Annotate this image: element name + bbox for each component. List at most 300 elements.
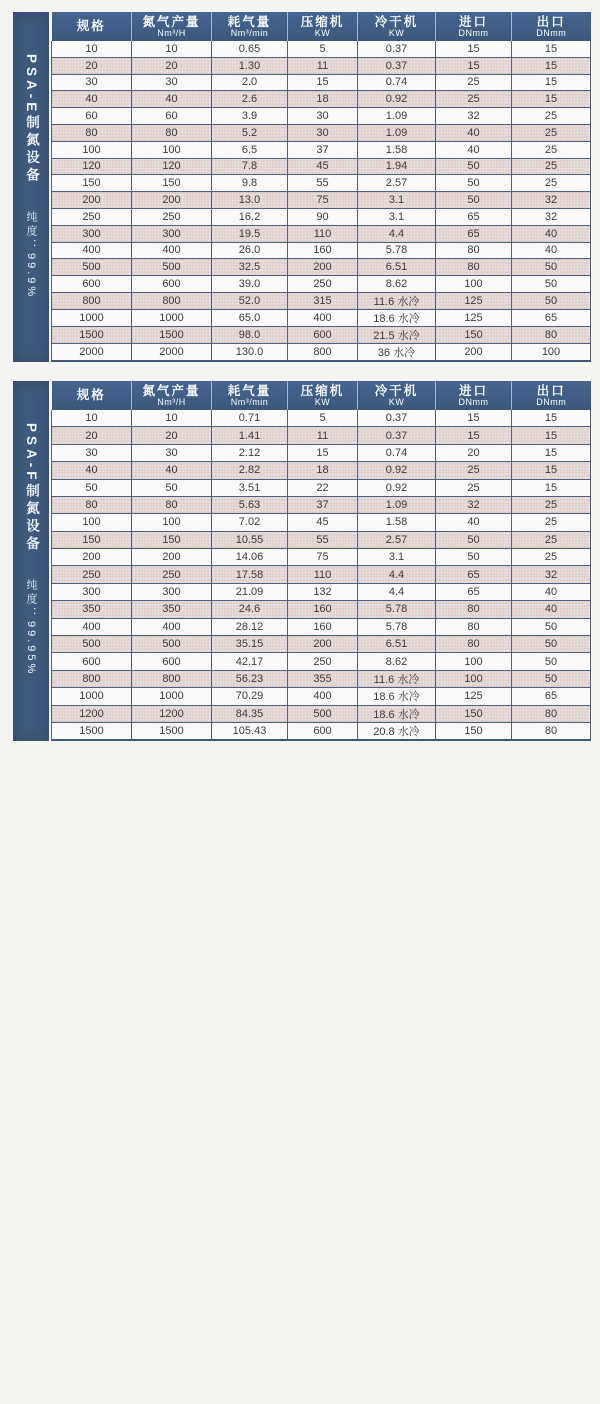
table-cell: 98.0: [212, 326, 288, 343]
table-cell: 600: [288, 722, 358, 740]
table-cell: 0.74: [358, 74, 436, 91]
table-cell: 40: [512, 225, 591, 242]
table-cell: 0.92: [358, 91, 436, 108]
table-cell: 3.51: [212, 479, 288, 496]
table-cell: 45: [288, 158, 358, 175]
table-cell: 11: [288, 57, 358, 74]
table-cell: 5: [288, 41, 358, 57]
table-cell: 80: [436, 242, 512, 259]
table-cell: 100: [132, 141, 212, 158]
table-cell: 15: [512, 41, 591, 57]
table-cell: 16.2: [212, 208, 288, 225]
table-cell: 28.12: [212, 618, 288, 635]
table-cell: 50: [436, 192, 512, 209]
table-cell: 3.1: [358, 192, 436, 209]
table-cell: 0.37: [358, 427, 436, 444]
table-cell: 80: [512, 326, 591, 343]
table-cell: 20: [52, 427, 132, 444]
column-header: 氮气产量 Nm³/H: [132, 12, 212, 41]
table-cell: 500: [52, 259, 132, 276]
table-cell: 5.2: [212, 124, 288, 141]
table-cell: 100: [512, 343, 591, 361]
table-cell: 32: [436, 108, 512, 125]
table-cell: 70.29: [212, 688, 288, 705]
table-cell: 9.8: [212, 175, 288, 192]
table-row: [52, 636, 591, 653]
table-cell: 1.30: [212, 57, 288, 74]
table-cell: 14.06: [212, 549, 288, 566]
table-cell: 160: [288, 618, 358, 635]
spec-grid-wrap: [51, 12, 591, 362]
table-cell: 400: [288, 309, 358, 326]
table-cell: 250: [132, 566, 212, 583]
column-header: 出口 DNmm: [512, 12, 591, 41]
table-cell: 350: [52, 601, 132, 618]
table-cell: 250: [52, 208, 132, 225]
table-cell: 200: [132, 549, 212, 566]
table-row: [52, 225, 591, 242]
table-row: [52, 444, 591, 461]
table-cell: 2000: [132, 343, 212, 361]
table-cell: 40: [512, 242, 591, 259]
table-cell: 100: [132, 514, 212, 531]
table-cell: 150: [436, 705, 512, 722]
table-row: [52, 175, 591, 192]
table-cell: 15: [512, 462, 591, 479]
table-cell: 100: [52, 514, 132, 531]
table-cell: 1.41: [212, 427, 288, 444]
table-cell: 110: [288, 566, 358, 583]
table-row: [52, 618, 591, 635]
table-cell: 200: [52, 549, 132, 566]
table-cell: 15: [512, 57, 591, 74]
table-cell: 20.8 水冷: [358, 722, 436, 740]
table-cell: 65: [436, 225, 512, 242]
table-cell: 40: [132, 462, 212, 479]
table-cell: 80: [512, 705, 591, 722]
table-cell: 32: [512, 208, 591, 225]
table-cell: 2.6: [212, 91, 288, 108]
table-cell: 600: [132, 653, 212, 670]
table-cell: 42.17: [212, 653, 288, 670]
table-cell: 40: [52, 462, 132, 479]
table-cell: 1.09: [358, 124, 436, 141]
table-cell: 80: [436, 618, 512, 635]
table-cell: 5.78: [358, 601, 436, 618]
table-row: [52, 479, 591, 496]
table-cell: 25: [512, 108, 591, 125]
sidebar-purity: 纯度：99.9%: [25, 211, 37, 300]
table-cell: 200: [288, 259, 358, 276]
table-row: [52, 549, 591, 566]
table-cell: 200: [288, 636, 358, 653]
table-cell: 300: [52, 225, 132, 242]
table-row: [52, 309, 591, 326]
table-cell: 15: [288, 444, 358, 461]
column-header: 冷干机 KW: [358, 381, 436, 410]
table-cell: 1000: [132, 688, 212, 705]
table-row: [52, 326, 591, 343]
table-cell: 40: [512, 583, 591, 600]
table-cell: 150: [436, 722, 512, 740]
spec-table: [51, 12, 591, 362]
table-cell: 500: [52, 636, 132, 653]
table-cell: 18.6 水冷: [358, 309, 436, 326]
table-cell: 25: [512, 514, 591, 531]
table-cell: 7.8: [212, 158, 288, 175]
table-cell: 400: [52, 242, 132, 259]
table-cell: 4.4: [358, 583, 436, 600]
table-cell: 50: [512, 670, 591, 687]
table-row: [52, 688, 591, 705]
table-cell: 18.6 水冷: [358, 705, 436, 722]
table-cell: 65.0: [212, 309, 288, 326]
table-cell: 800: [52, 670, 132, 687]
table-cell: 1500: [52, 722, 132, 740]
table-cell: 25: [512, 124, 591, 141]
table-cell: 55: [288, 531, 358, 548]
table-cell: 75: [288, 549, 358, 566]
table-cell: 40: [436, 141, 512, 158]
table-row: [52, 259, 591, 276]
table-cell: 120: [132, 158, 212, 175]
table-cell: 52.0: [212, 292, 288, 309]
table-row: [52, 242, 591, 259]
table-row: [52, 74, 591, 91]
table-cell: 1.94: [358, 158, 436, 175]
table-cell: 6.51: [358, 259, 436, 276]
table-cell: 150: [132, 175, 212, 192]
table-cell: 15: [436, 410, 512, 427]
table-cell: 25: [512, 175, 591, 192]
table-cell: 65: [436, 583, 512, 600]
table-cell: 110: [288, 225, 358, 242]
table-row: [52, 566, 591, 583]
table-cell: 11.6 水冷: [358, 670, 436, 687]
table-cell: 20: [52, 57, 132, 74]
table-cell: 1.58: [358, 141, 436, 158]
table-cell: 30: [288, 108, 358, 125]
table-cell: 0.37: [358, 410, 436, 427]
table-cell: 39.0: [212, 276, 288, 293]
table-cell: 80: [436, 601, 512, 618]
table-cell: 10: [52, 41, 132, 57]
table-cell: 18: [288, 91, 358, 108]
table-cell: 150: [436, 326, 512, 343]
table-cell: 37: [288, 496, 358, 513]
table-cell: 100: [52, 141, 132, 158]
column-header: 压缩机 KW: [288, 12, 358, 41]
table-cell: 2.82: [212, 462, 288, 479]
table-cell: 0.71: [212, 410, 288, 427]
spec-grid-wrap: [51, 381, 591, 741]
spec-table-block-psa-f: [13, 362, 590, 741]
table-cell: 50: [52, 479, 132, 496]
table-cell: 75: [288, 192, 358, 209]
table-cell: 200: [436, 343, 512, 361]
table-row: [52, 292, 591, 309]
table-header: [52, 12, 591, 41]
table-cell: 36 水冷: [358, 343, 436, 361]
column-header: 进口 DNmm: [436, 381, 512, 410]
table-cell: 5: [288, 410, 358, 427]
table-cell: 60: [132, 108, 212, 125]
table-cell: 25: [512, 496, 591, 513]
table-cell: 0.37: [358, 57, 436, 74]
table-cell: 6.51: [358, 636, 436, 653]
table-cell: 25: [436, 479, 512, 496]
table-row: [52, 108, 591, 125]
table-cell: 1500: [132, 326, 212, 343]
table-cell: 105.43: [212, 722, 288, 740]
table-cell: 2000: [52, 343, 132, 361]
table-cell: 55: [288, 175, 358, 192]
table-cell: 50: [512, 618, 591, 635]
table-cell: 0.65: [212, 41, 288, 57]
column-header: 规格: [52, 12, 132, 41]
table-row: [52, 124, 591, 141]
table-cell: 400: [52, 618, 132, 635]
table-cell: 8.62: [358, 653, 436, 670]
table-cell: 1.09: [358, 496, 436, 513]
table-row: [52, 496, 591, 513]
table-cell: 125: [436, 688, 512, 705]
table-cell: 15: [512, 427, 591, 444]
table-cell: 11: [288, 427, 358, 444]
table-row: [52, 462, 591, 479]
table-row: [52, 276, 591, 293]
table-cell: 32: [512, 192, 591, 209]
table-cell: 500: [132, 636, 212, 653]
table-cell: 4.4: [358, 566, 436, 583]
table-cell: 300: [52, 583, 132, 600]
table-cell: 21.09: [212, 583, 288, 600]
table-cell: 15: [436, 41, 512, 57]
table-cell: 10: [52, 410, 132, 427]
table-cell: 18.6 水冷: [358, 688, 436, 705]
table-cell: 160: [288, 601, 358, 618]
table-cell: 60: [52, 108, 132, 125]
table-cell: 600: [52, 653, 132, 670]
table-cell: 150: [52, 531, 132, 548]
table-cell: 125: [436, 292, 512, 309]
table-cell: 2.57: [358, 175, 436, 192]
table-body: [52, 410, 591, 740]
table-cell: 0.92: [358, 462, 436, 479]
table-cell: 600: [132, 276, 212, 293]
table-cell: 80: [52, 124, 132, 141]
table-row: [52, 410, 591, 427]
table-cell: 250: [288, 653, 358, 670]
table-cell: 355: [288, 670, 358, 687]
table-cell: 30: [132, 74, 212, 91]
table-cell: 1000: [52, 688, 132, 705]
table-cell: 8.62: [358, 276, 436, 293]
table-row: [52, 192, 591, 209]
table-cell: 25: [512, 141, 591, 158]
table-cell: 120: [52, 158, 132, 175]
table-cell: 250: [132, 208, 212, 225]
table-cell: 1000: [132, 309, 212, 326]
table-cell: 10: [132, 41, 212, 57]
table-cell: 800: [52, 292, 132, 309]
table-cell: 15: [512, 91, 591, 108]
table-cell: 125: [436, 309, 512, 326]
table-row: [52, 141, 591, 158]
table-row: [52, 531, 591, 548]
table-cell: 19.5: [212, 225, 288, 242]
spec-table: [51, 381, 591, 741]
table-cell: 200: [132, 192, 212, 209]
sidebar-title: PSA-F制氮设备: [24, 422, 39, 554]
table-cell: 50: [512, 259, 591, 276]
table-cell: 600: [288, 326, 358, 343]
table-cell: 45: [288, 514, 358, 531]
table-cell: 80: [512, 722, 591, 740]
table-cell: 26.0: [212, 242, 288, 259]
table-cell: 80: [436, 636, 512, 653]
table-cell: 22: [288, 479, 358, 496]
table-cell: 30: [132, 444, 212, 461]
table-cell: 20: [436, 444, 512, 461]
table-cell: 300: [132, 225, 212, 242]
table-cell: 50: [512, 292, 591, 309]
table-cell: 5.78: [358, 242, 436, 259]
table-cell: 0.74: [358, 444, 436, 461]
table-cell: 90: [288, 208, 358, 225]
table-cell: 15: [512, 479, 591, 496]
table-row: [52, 601, 591, 618]
table-cell: 50: [512, 653, 591, 670]
column-header: 氮气产量 Nm³/H: [132, 381, 212, 410]
table-cell: 800: [132, 292, 212, 309]
table-cell: 25: [436, 91, 512, 108]
table-cell: 84.35: [212, 705, 288, 722]
table-cell: 15: [512, 444, 591, 461]
table-cell: 15: [512, 410, 591, 427]
table-cell: 2.57: [358, 531, 436, 548]
table-cell: 250: [288, 276, 358, 293]
sidebar-vertical-text: [13, 381, 49, 741]
table-cell: 3.1: [358, 549, 436, 566]
table-cell: 80: [52, 496, 132, 513]
sidebar-title: PSA-E制氮设备: [24, 54, 39, 186]
table-cell: 50: [436, 531, 512, 548]
table-cell: 40: [436, 124, 512, 141]
table-cell: 18: [288, 462, 358, 479]
table-cell: 65: [436, 566, 512, 583]
table-cell: 40: [132, 91, 212, 108]
table-cell: 130.0: [212, 343, 288, 361]
table-cell: 3.1: [358, 208, 436, 225]
column-header: 冷干机 KW: [358, 12, 436, 41]
table-cell: 50: [436, 175, 512, 192]
sidebar-psa-e: [13, 12, 49, 362]
table-cell: 30: [288, 124, 358, 141]
table-cell: 800: [132, 670, 212, 687]
table-cell: 132: [288, 583, 358, 600]
table-cell: 400: [132, 242, 212, 259]
table-cell: 25: [436, 462, 512, 479]
spec-table-block-psa-e: [13, 0, 590, 362]
table-cell: 1.09: [358, 108, 436, 125]
sidebar-purity: 纯度：99.95%: [25, 579, 37, 677]
table-cell: 40: [436, 514, 512, 531]
table-cell: 100: [436, 653, 512, 670]
table-cell: 37: [288, 141, 358, 158]
table-row: [52, 583, 591, 600]
table-cell: 10: [132, 410, 212, 427]
table-row: [52, 343, 591, 361]
table-row: [52, 427, 591, 444]
table-cell: 80: [132, 496, 212, 513]
table-cell: 0.92: [358, 479, 436, 496]
table-cell: 160: [288, 242, 358, 259]
table-cell: 50: [436, 158, 512, 175]
table-cell: 30: [52, 74, 132, 91]
table-cell: 50: [132, 479, 212, 496]
table-cell: 1200: [52, 705, 132, 722]
table-row: [52, 514, 591, 531]
table-row: [52, 653, 591, 670]
table-cell: 150: [52, 175, 132, 192]
table-row: [52, 722, 591, 740]
table-cell: 80: [132, 124, 212, 141]
table-cell: 315: [288, 292, 358, 309]
table-cell: 100: [436, 276, 512, 293]
table-cell: 2.0: [212, 74, 288, 91]
column-header: 出口 DNmm: [512, 381, 591, 410]
table-row: [52, 158, 591, 175]
table-cell: 15: [288, 74, 358, 91]
table-cell: 500: [132, 259, 212, 276]
table-cell: 1.58: [358, 514, 436, 531]
table-cell: 32: [512, 566, 591, 583]
table-cell: 15: [436, 57, 512, 74]
table-cell: 13.0: [212, 192, 288, 209]
table-cell: 65: [436, 208, 512, 225]
table-cell: 1200: [132, 705, 212, 722]
table-cell: 2.12: [212, 444, 288, 461]
sidebar-psa-f: [13, 381, 49, 741]
table-cell: 10.55: [212, 531, 288, 548]
table-row: [52, 670, 591, 687]
table-row: [52, 705, 591, 722]
table-cell: 600: [52, 276, 132, 293]
table-cell: 1500: [52, 326, 132, 343]
table-cell: 5.63: [212, 496, 288, 513]
table-cell: 6.5: [212, 141, 288, 158]
table-cell: 56.23: [212, 670, 288, 687]
table-cell: 4.4: [358, 225, 436, 242]
table-cell: 100: [436, 670, 512, 687]
table-cell: 500: [288, 705, 358, 722]
table-cell: 50: [512, 636, 591, 653]
table-row: [52, 91, 591, 108]
column-header: 进口 DNmm: [436, 12, 512, 41]
table-cell: 17.58: [212, 566, 288, 583]
table-cell: 21.5 水冷: [358, 326, 436, 343]
table-cell: 400: [132, 618, 212, 635]
table-header: [52, 381, 591, 410]
table-cell: 3.9: [212, 108, 288, 125]
table-body: [52, 41, 591, 361]
table-cell: 20: [132, 427, 212, 444]
table-cell: 50: [436, 549, 512, 566]
table-cell: 400: [288, 688, 358, 705]
table-cell: 25: [512, 549, 591, 566]
table-cell: 800: [288, 343, 358, 361]
